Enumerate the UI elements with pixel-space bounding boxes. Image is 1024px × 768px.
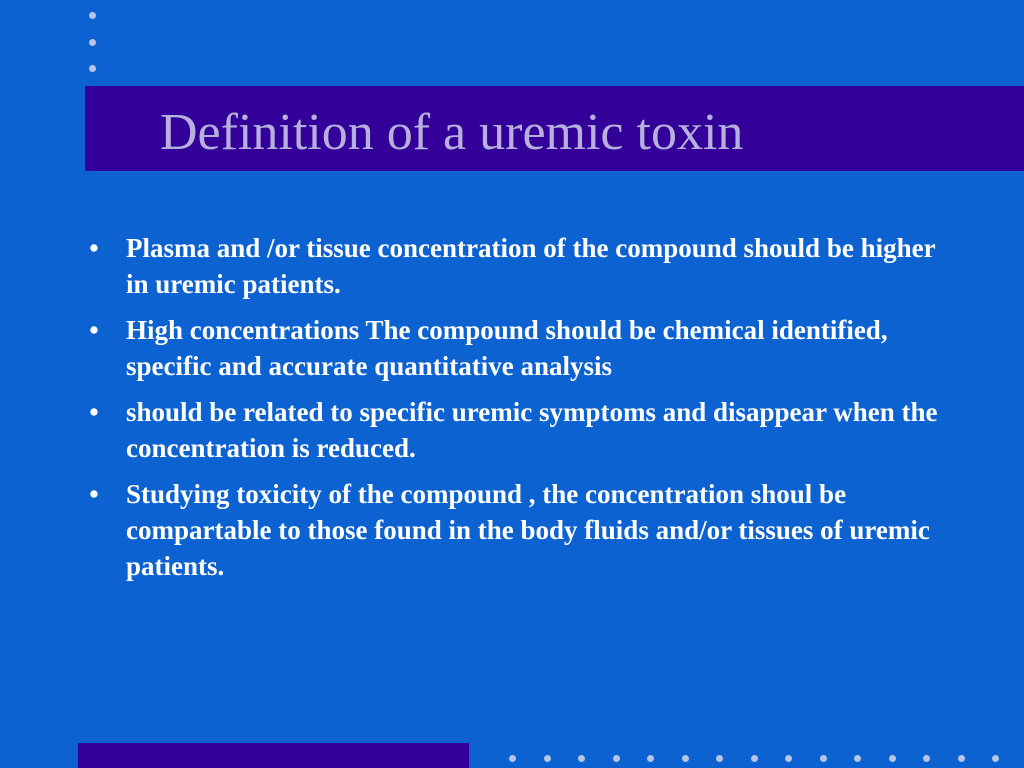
decorative-dot bbox=[509, 755, 516, 762]
decorative-dot bbox=[923, 755, 930, 762]
bullet-text: Plasma and /or tissue concentration of the compound should be higher in uremic patients. bbox=[126, 233, 936, 299]
decorative-dot bbox=[578, 755, 585, 762]
decorative-dot bbox=[89, 39, 96, 46]
slide-title: Definition of a uremic toxin bbox=[160, 104, 744, 161]
bottom-bar bbox=[78, 743, 469, 768]
decorative-dot bbox=[785, 755, 792, 762]
decorative-dot bbox=[682, 755, 689, 762]
decorative-dot bbox=[992, 755, 999, 762]
decorative-dot bbox=[647, 755, 654, 762]
decorative-dot bbox=[889, 755, 896, 762]
decorative-dot bbox=[854, 755, 861, 762]
bullet-icon: • bbox=[89, 479, 99, 509]
bullet-icon: • bbox=[89, 397, 99, 427]
decorative-dot bbox=[958, 755, 965, 762]
decorative-dot bbox=[716, 755, 723, 762]
decorative-dot bbox=[751, 755, 758, 762]
bullet-item bbox=[84, 476, 964, 584]
bullet-item bbox=[84, 394, 964, 466]
bullet-item bbox=[84, 312, 964, 384]
bullet-text: should be related to specific uremic symptoms and disappear when the concentration is reduced. bbox=[126, 397, 938, 463]
decorative-dot bbox=[613, 755, 620, 762]
decorative-dot bbox=[820, 755, 827, 762]
decorative-dot bbox=[89, 12, 96, 19]
decorative-dot bbox=[89, 65, 96, 72]
decorative-dot bbox=[544, 755, 551, 762]
bullet-list bbox=[84, 230, 964, 594]
bullet-icon: • bbox=[89, 315, 99, 345]
bullet-icon: • bbox=[89, 233, 99, 263]
bullet-item bbox=[84, 230, 964, 302]
bullet-text: Studying toxicity of the compound , the concentration shoul be compartable to those found in the body fluids and/or tissues of uremic patients. bbox=[126, 479, 930, 581]
bullet-text: High concentrations The compound should be chemical identified, specific and accurate quantitative analysis bbox=[126, 315, 888, 381]
